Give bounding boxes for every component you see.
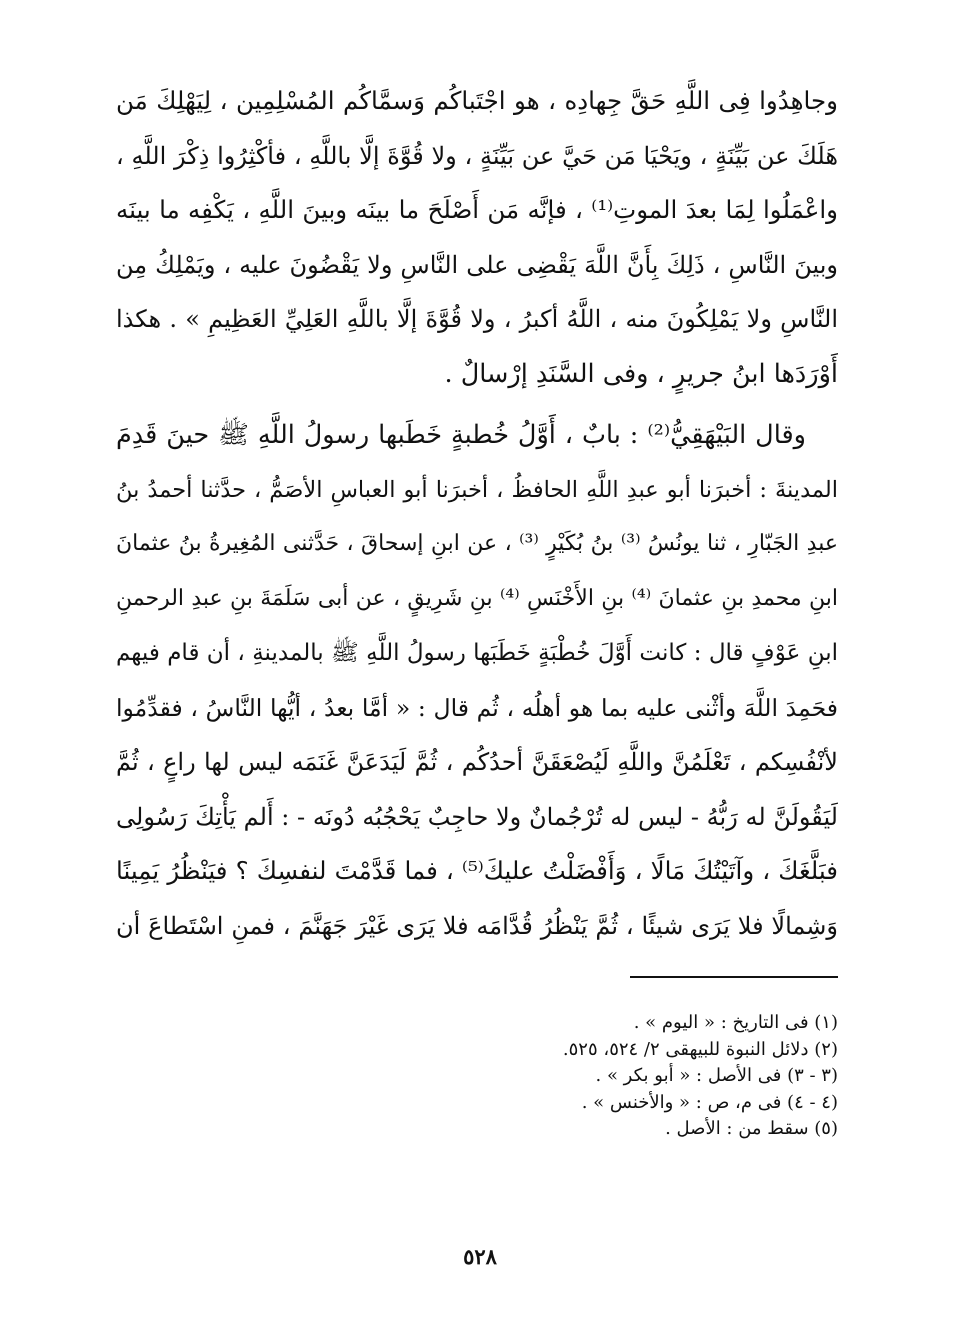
text-line: لأنْفُسِكم ، تَعْلَمُنَّ واللَّهِ لَيُصْعَقَنَّ أحدُكُم ، ثُمَّ لَيَدَعَنَّ غَنَمَه ليس لها راعٍ ، ثُمَّ: [116, 748, 838, 776]
text-line: وبينَ النَّاسِ ، ذَلِكَ بِأَنَّ اللَّهَ يَقْضِى على النَّاسِ ولا يَقْضُونَ عليه ، ويَمْلِكُ مِن: [116, 250, 838, 279]
text-line: لَيَقُولَنَّ له رَبُّهُ - ليس له تُرْجُمانٌ ولا حاجِبٌ يَحْجُبُه دُونَه - : أَلم يَأْتِكَ رَسُولِى: [116, 802, 838, 831]
text-line: وقال البَيْهَقِيُّ⁽²⁾ : بابٌ ، أَوَّلُ خُطبةٍ خَطَبها رسولُ اللَّهِ ﷺ حينَ قَدِمَ: [116, 420, 806, 450]
text-line: هَلَكَ عن بَيِّنَةٍ ، ويَحْيَا مَن حَيَّ عن بَيِّنَةٍ ، ولا قُوَّةَ إلَّا باللَّهِ ، فأكْثِرُوا ذِكْرَ اللَّهِ ،: [116, 141, 838, 170]
text-line: النَّاسِ ولا يَمْلِكُونَ منه ، اللَّهُ أكبرُ ، ولا قُوَّةَ إلَّا باللَّهِ العَلِيِّ العَظِيمِ » . هكذا: [116, 305, 838, 333]
text-line: أَوْرَدَها ابنُ جريرٍ ، وفى السَّنَدِ إرْسالٌ .: [444, 358, 838, 389]
text-line: وَشِمالًا فلا يَرَى شيئًا ، ثُمَّ يَنْظُرُ قُدَّامَه فلا يَرَى غَيْرَ جَهَنَّمَ ، فمنِ اسْتَطاعَ أن: [116, 911, 838, 940]
footnotes: [116, 1010, 838, 1143]
text-line: ابنِ محمدِ بنِ عثمانَ ⁽⁴⁾ بنِ الأَخْنَسِ ⁽⁴⁾ بنِ شَرِيقٍ ، عن أبى سَلَمَةَ بنِ عبدِ الرحمنِ: [116, 585, 838, 611]
footnote-separator: [630, 976, 838, 978]
footnote: (٣ - ٣) فى الأصل : « أبو بكر » .: [595, 1065, 838, 1086]
footnote: (٥) سقط من : الأصل .: [665, 1118, 838, 1139]
footnote: (١) فى التاريخ : « اليوم » .: [633, 1012, 838, 1033]
text-line: وجاهِدُوا فِى اللَّهِ حَقَّ جِهادِه ، هو اجْتَباكُم وَسمَّاكُم المُسْلِمِين ، لِيَهْلِكَ مَن: [116, 86, 838, 115]
paragraph-2: [116, 408, 838, 953]
footnote: (٢) دلائل النبوة للبيهقى ٢/ ٥٢٤، ٥٢٥.: [562, 1038, 838, 1060]
text-line: عبدِ الجَبّارِ ، ثنا يونُسُ ⁽³⁾ بنُ بُكَيْرٍ ⁽³⁾ ، عن ابنِ إسحاقَ ، حَدَّثنى المُغِيرةُ بنُ عثمانَ: [116, 531, 838, 556]
text-line: فبَلَّغَكَ ، وآتَيْتُكَ مَالًا ، وَأَفْضَلْتُ عليكَ⁽⁵⁾ ، فما قَدَّمْتَ لنفسِكَ ؟ فيَنْظُرُ يَمِينًا: [116, 856, 838, 885]
page-number: ٥٢٨: [463, 1244, 497, 1269]
text-line: المدينةَ : أخبرَنا أبو عبدِ اللَّهِ الحافظُ ، أخبرَنا أبو العباسِ الأصَمُّ ، حدَّثنا أحمدُ بنُ: [116, 476, 838, 503]
footnote: (٤ - ٤) فى م، ص : « والأخنس » .: [581, 1091, 838, 1113]
text-line: واعْمَلُوا لِمَا بعدَ الموتِ⁽¹⁾ ، فإنَّه مَن أَصْلَحَ ما بينَه وبينَ اللَّهِ ، يَكْفِه ما بينَه: [116, 195, 838, 224]
text-line: فحَمِدَ اللَّهَ وأثْنى عليه بما هو أهلُه ، ثُم قال : « أمَّا بعدُ ، أيُّها النَّاسُ ، فقدِّمُوا: [116, 693, 838, 722]
text-line: ابنِ عَوْفٍ قال : كانت أَوَّلَ خُطْبَةٍ خَطَبَها رسولُ اللَّهِ ﷺ بالمدينةِ ، أن قام فيهم: [116, 640, 838, 666]
paragraph-1: [116, 74, 838, 401]
